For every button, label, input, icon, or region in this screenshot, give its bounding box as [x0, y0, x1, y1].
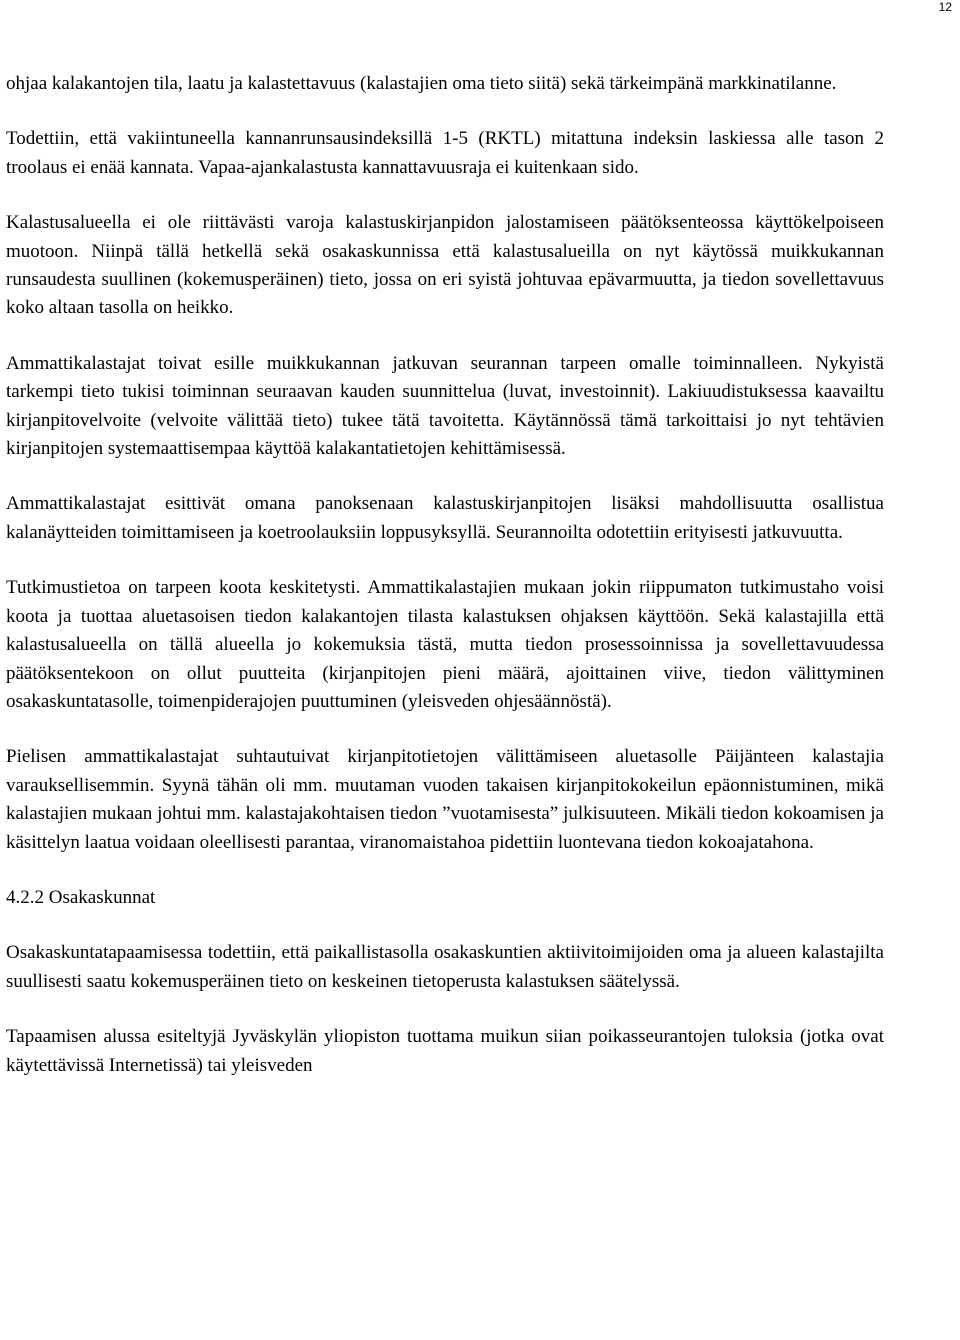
section-heading: 4.2.2 Osakaskunnat [6, 886, 156, 908]
paragraph-1: ohjaa kalakantojen tila, laatu ja kalastettavuus (kalastajien oma tieto siitä) sekä tärkeimpänä markkinatilanne. [6, 73, 837, 94]
document-body [6, 70, 884, 1107]
paragraph-2: Todettiin, että vakiintuneella kannanrunsausindeksillä 1-5 (RKTL) mitattuna indeksin laskiessa alle tason 2 troolaus ei enää kannata. Vapaa-ajankalastusta kannattavuusraja ei kuitenkaan sido. [6, 128, 884, 178]
paragraph-7: Pielisen ammattikalastajat suhtautuivat kirjanpitotietojen välittämiseen aluetasolle Päijänteen kalastajia varauksellisemmin. Syynä tähän oli mm. muutaman vuoden takaisen kirjanpitokokeilun epäonnistuminen, mikä kalastajien mukaan johtui mm. kalastajakohtaisen tiedon ”vuotamisesta” julkisuuteen. Mikäli tiedon kokoamisen ja käsittelyn laatua voidaan oleellisesti parantaa, viranomaistahoa pidettiin luontevana tiedon kokoajatahona. [6, 746, 884, 853]
paragraph-5: Ammattikalastajat esittivät omana panoksenaan kalastuskirjanpitojen lisäksi mahdollisuutta osallistua kalanäytteiden toimittamiseen ja koetroolauksiin loppusyksyllä. Seurannoilta odotettiin erityisesti jatkuvuutta. [6, 493, 884, 543]
paragraph-3: Kalastusalueella ei ole riittävästi varoja kalastuskirjanpidon jalostamiseen päätöksenteossa käyttökelpoiseen muotoon. Niinpä tällä hetkellä sekä osakaskunnissa että kalastusalueilla on nyt käytössä muikkukannan runsaudesta suullinen (kokemusperäinen) tieto, jossa on eri syistä johtuvaa epävarmuutta, ja tiedon sovellettavuus koko altaan tasolla on heikko. [6, 212, 884, 319]
section-paragraph-1: Osakaskuntatapaamisessa todettiin, että paikallistasolla osakaskuntien aktiivitoimijoiden oma ja alueen kalastajilta suullisesti saatu kokemusperäinen tieto on keskeinen tietoperusta kalastuksen säätelyssä. [6, 942, 884, 992]
section-paragraph-2: Tapaamisen alussa esiteltyjä Jyväskylän yliopiston tuottama muikun siian poikasseurantojen tuloksia (jotka ovat käytettävissä Internetissä) tai yleisveden [6, 1026, 884, 1076]
page-number: 12 [938, 0, 952, 14]
paragraph-6: Tutkimustietoa on tarpeen koota keskitetysti. Ammattikalastajien mukaan jokin riippumaton tutkimustaho voisi koota ja tuottaa aluetasoisen tiedon kalakantojen tilasta kalastuksen ohjaksen käyttöön. Sekä kalastajilla että kalastusalueella on tällä alueella jo kokemuksia tästä, mutta tiedon prosessoinnissa ja sovellettavuudessa päätöksentekoon on ollut puutteita (kirjanpitojen pieni määrä, ajoittainen viive, tiedon välittyminen osakaskuntatasolle, toimenpiderajojen puuttuminen (yleisveden ohjesäännöstä). [6, 577, 884, 712]
paragraph-4: Ammattikalastajat toivat esille muikkukannan jatkuvan seurannan tarpeen omalle toiminnalleen. Nykyistä tarkempi tieto tukisi toiminnan seuraavan kauden suunnittelua (luvat, investoinnit). Lakiuudistuksessa kaavailtu kirjanpitovelvoite (velvoite välittää tieto) tukee tätä tavoitetta. Käytännössä tämä tarkoittaisi jo nyt tehtävien kirjanpitojen systemaattisempaa käyttöä kalakantatietojen kehittämisessä. [6, 352, 884, 460]
